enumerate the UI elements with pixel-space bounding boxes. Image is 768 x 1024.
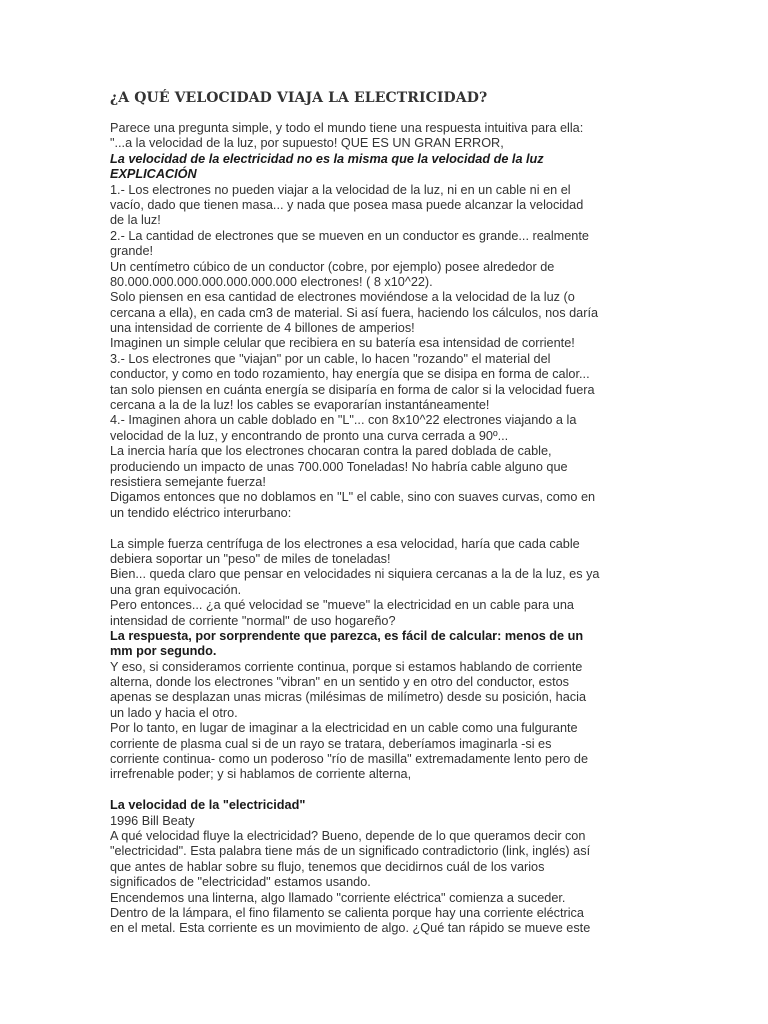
text-line: Y eso, si consideramos corriente continua, porque si estamos hablando de corriente (110, 659, 583, 674)
text-line: velocidad de la luz, y encontrando de pronto una curva cerrada a 90º... (110, 428, 509, 443)
text-line: 4.- Imaginen ahora un cable doblado en "L"... con 8x10^22 electrones viajando a la (110, 413, 577, 428)
text-line: 1996 Bill Beaty (110, 813, 195, 828)
text-line: Digamos entonces que no doblamos en "L" el cable, sino con suaves curvas, como en (110, 490, 596, 505)
text-line: Solo piensen en esa cantidad de electrones moviéndose a la velocidad de la luz (o (110, 290, 575, 305)
text-line: 1.- Los electrones no pueden viajar a la velocidad de la luz, ni en un cable ni en el (110, 182, 571, 197)
bold-text-line: La velocidad de la electricidad no es la misma que la velocidad de la luz (110, 151, 544, 166)
text-line: tan solo piensen en cuánta energía se disiparía en forma de calor si la velocidad fuera (110, 382, 595, 397)
text-line: La inercia haría que los electrones chocaran contra la pared doblada de cable, (110, 444, 552, 459)
text-line: resistiera semejante fuerza! (110, 474, 266, 489)
text-line: un lado y hacia el otro. (110, 705, 238, 720)
text-line: A qué velocidad fluye la electricidad? Bueno, depende de lo que queramos decir con (110, 828, 586, 843)
text-line: debiera soportar un "peso" de miles de toneladas! (110, 551, 391, 566)
text-line: una intensidad de corriente de 4 billones de amperios! (110, 321, 415, 336)
text-line: produciendo un impacto de unas 700.000 Toneladas! No habría cable alguno que (110, 459, 568, 474)
bold-text-line: La respuesta, por sorprendente que parezca, es fácil de calcular: menos de un (110, 628, 584, 643)
text-line: Pero entonces... ¿a qué velocidad se "mueve" la electricidad en un cable para una (110, 598, 574, 613)
text-line: Un centímetro cúbico de un conductor (cobre, por ejemplo) posee alrededor de (110, 259, 555, 274)
blank-line (110, 521, 658, 536)
text-line: cercana a ella), en cada cm3 de material. Si así fuera, haciendo los cálculos, nos daría (110, 305, 599, 320)
text-line: Encendemos una linterna, algo llamado "corriente eléctrica" comienza a suceder. (110, 890, 566, 905)
text-line: Por lo tanto, en lugar de imaginar a la electricidad en un cable como una fulgurante (110, 721, 578, 736)
text-line: un tendido eléctrico interurbano: (110, 505, 292, 520)
text-line: en el metal. Esta corriente es un movimiento de algo. ¿Qué tan rápido se mueve este (110, 921, 591, 936)
text-line: Bien... queda claro que pensar en velocidades ni siquiera cercanas a la de la luz, es ya (110, 567, 600, 582)
text-line: alterna, donde los electrones "vibran" en un sentido y en otro del conductor, estos (110, 675, 569, 690)
text-line: vacío, dado que tienen masa... y nada que posea masa puede alcanzar la velocidad (110, 197, 584, 212)
text-line: que antes de hablar sobre su flujo, tenemos que decidirnos cuál de los varios (110, 859, 545, 874)
text-line: 3.- Los electrones que "viajan" por un cable, lo hacen "rozando" el material del (110, 351, 551, 366)
text-line: de la luz! (110, 213, 161, 228)
bold-text-line: mm por segundo. (110, 644, 217, 659)
bold-text-line: La velocidad de la "electricidad" (110, 798, 306, 813)
text-line: apenas se desplazan unas micras (milésimas de milímetro) desde su posición, hacia (110, 690, 587, 705)
text-line: 80.000.000.000.000.000.000.000 electrones! ( 8 x10^22). (110, 274, 433, 289)
text-line: corriente continua- como un poderoso "río de masilla" extremadamente lento pero de (110, 752, 589, 767)
document-body (110, 121, 658, 937)
text-line: Dentro de la lámpara, el fino filamento se calienta porque hay una corriente eléctrica (110, 905, 584, 920)
text-line: Parece una pregunta simple, y todo el mundo tiene una respuesta intuitiva para ella: (110, 121, 584, 135)
bold-text-line: EXPLICACIÓN (110, 167, 197, 182)
text-line: una gran equivocación. (110, 582, 242, 597)
text-line: Imaginen un simple celular que recibiera en su batería esa intensidad de corriente! (110, 336, 575, 351)
text-line: "...a la velocidad de la luz, por supuesto! QUE ES UN GRAN ERROR, (110, 136, 504, 151)
blank-line (110, 783, 658, 798)
document-title: ¿A QUÉ VELOCIDAD VIAJA LA ELECTRICIDAD? (110, 90, 488, 106)
text-line: 2.- La cantidad de electrones que se mueven en un conductor es grande... realmente (110, 228, 589, 243)
text-line: grande! (110, 244, 154, 259)
text-line: irrefrenable poder; y si hablamos de corriente alterna, (110, 767, 412, 782)
text-line: "electricidad". Esta palabra tiene más de un significado contradictorio (link, inglés) así (110, 844, 591, 859)
text-line: intensidad de corriente "normal" de uso hogareño? (110, 613, 396, 628)
text-line: conductor, y como en todo rozamiento, hay energía que se disipa en forma de calor... (110, 367, 590, 382)
text-line: significados de "electricidad" estamos usando. (110, 875, 371, 890)
text-line: corriente de plasma cual si de un rayo se tratara, deberíamos imaginarla -si es (110, 736, 552, 751)
text-line: La simple fuerza centrífuga de los electrones a esa velocidad, haría que cada cable (110, 536, 580, 551)
text-line: cercana a la de la luz! los cables se evaporarían instantáneamente! (110, 398, 490, 413)
